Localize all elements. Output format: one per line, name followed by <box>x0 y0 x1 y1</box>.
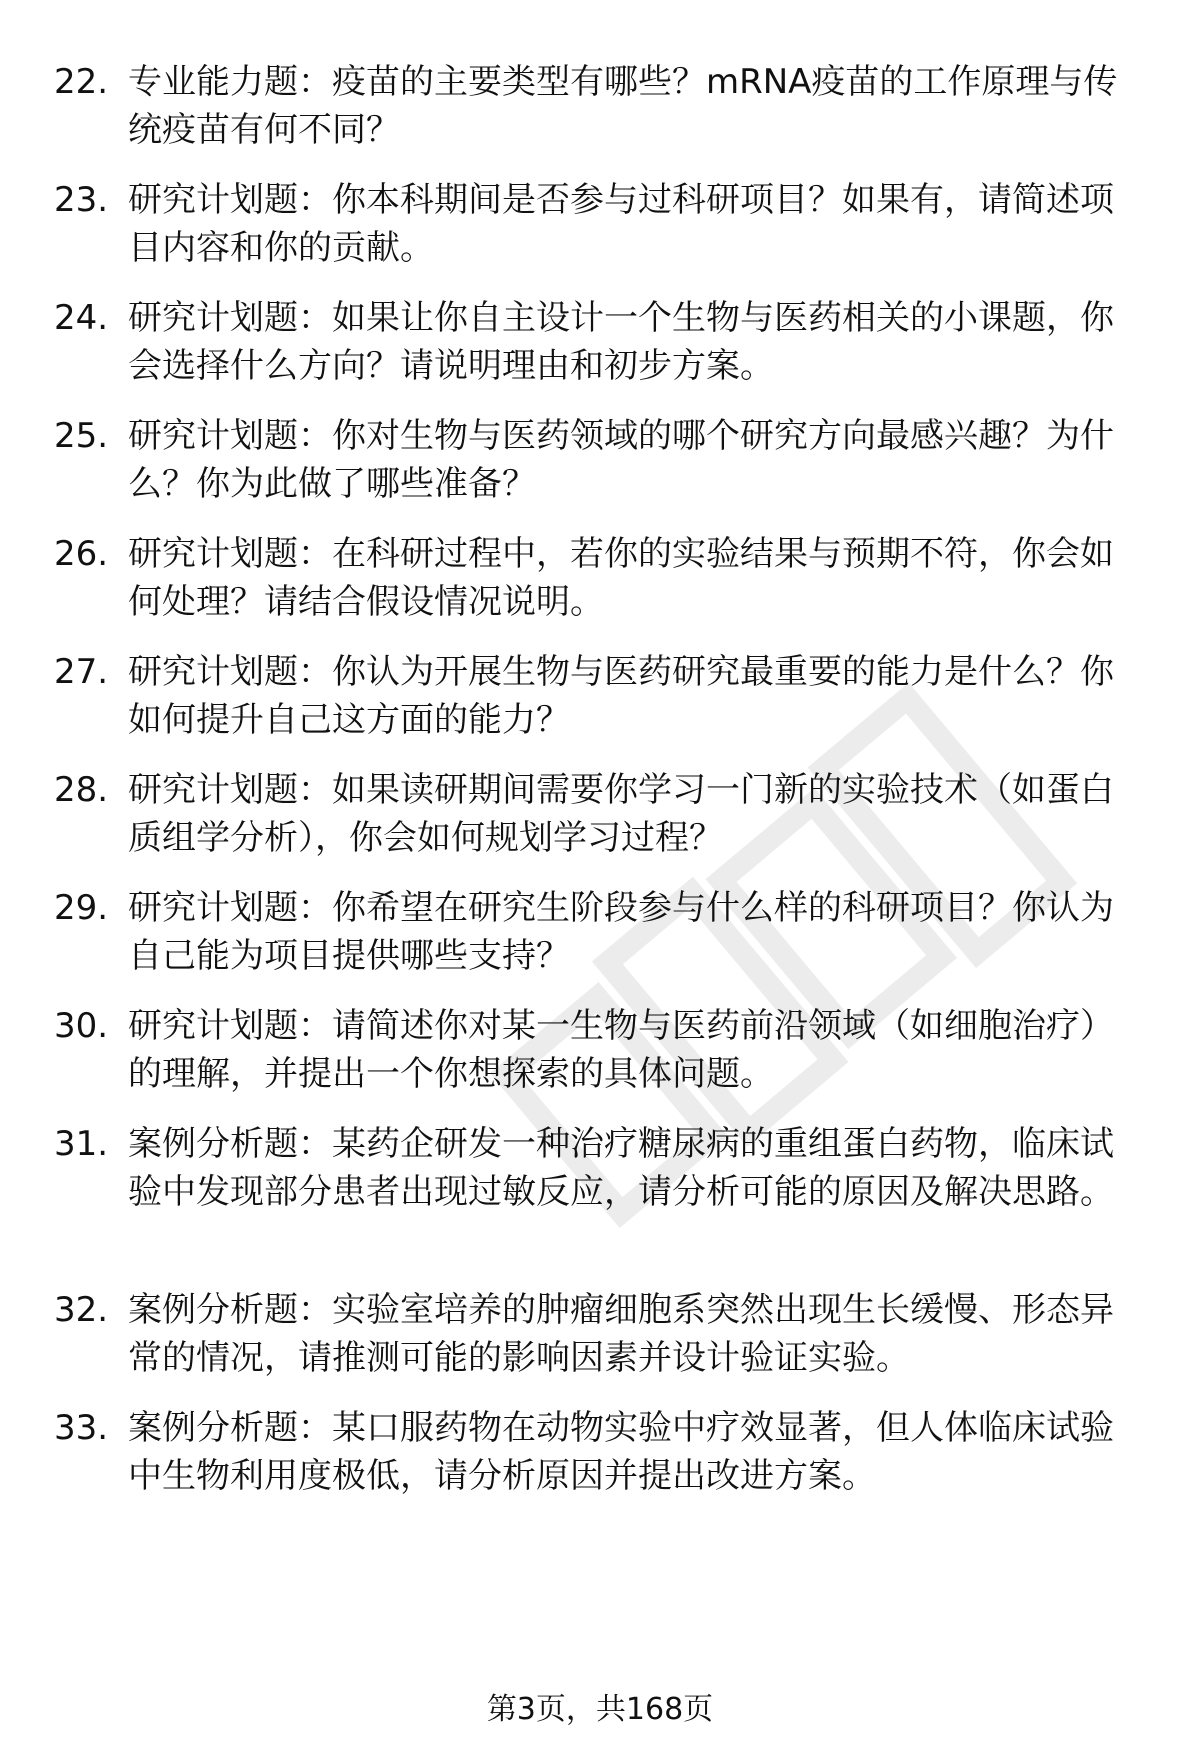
question-text: 研究计划题：在科研过程中，若你的实验结果与预期不符，你会如何处理？请结合假设情况说明。 <box>128 534 1114 622</box>
question-text: 研究计划题：你希望在研究生阶段参与什么样的科研项目？你认为自己能为项目提供哪些支持？ <box>128 888 1114 976</box>
question-text: 研究计划题：你认为开展生物与医药研究最重要的能力是什么？你如何提升自己这方面的能力？ <box>128 652 1114 740</box>
question-text: 研究计划题：如果让你自主设计一个生物与医药相关的小课题，你会选择什么方向？请说明理由和初步方案。 <box>128 298 1114 386</box>
question-text: 案例分析题：某药企研发一种治疗糖尿病的重组蛋白药物，临床试验中发现部分患者出现过敏反应，请分析可能的原因及解决思路。 <box>128 1124 1114 1212</box>
question-number: 25. <box>54 416 109 456</box>
question-number: 22. <box>54 62 109 102</box>
question-number: 33. <box>54 1408 109 1448</box>
question-number: 30. <box>54 1006 109 1046</box>
question-number: 23. <box>54 180 109 220</box>
question-number: 27. <box>54 652 109 692</box>
question-text: 研究计划题：如果读研期间需要你学习一门新的实验技术（如蛋白质组学分析），你会如何规划学习过程？ <box>128 770 1114 858</box>
question-text: 研究计划题：你本科期间是否参与过科研项目？如果有，请简述项目内容和你的贡献。 <box>128 180 1114 268</box>
question-text: 研究计划题：请简述你对某一生物与医药前沿领域（如细胞治疗）的理解，并提出一个你想探索的具体问题。 <box>128 1006 1114 1094</box>
question-text: 研究计划题：你对生物与医药领域的哪个研究方向最感兴趣？为什么？你为此做了哪些准备？ <box>128 416 1114 504</box>
question-text: 案例分析题：实验室培养的肿瘤细胞系突然出现生长缓慢、形态异常的情况，请推测可能的影响因素并设计验证实验。 <box>128 1290 1114 1378</box>
page-footer: 第3页，共168页 <box>486 1692 714 1727</box>
question-text: 专业能力题：疫苗的主要类型有哪些？mRNA疫苗的工作原理与传统疫苗有何不同？ <box>128 62 1118 150</box>
question-number: 26. <box>54 534 109 574</box>
question-text: 案例分析题：某口服药物在动物实验中疗效显著，但人体临床试验中生物利用度极低，请分析原因并提出改进方案。 <box>128 1408 1114 1496</box>
question-number: 24. <box>54 298 109 338</box>
question-number: 31. <box>54 1124 109 1164</box>
question-number: 32. <box>54 1290 109 1330</box>
question-number: 29. <box>54 888 109 928</box>
question-number: 28. <box>54 770 109 810</box>
